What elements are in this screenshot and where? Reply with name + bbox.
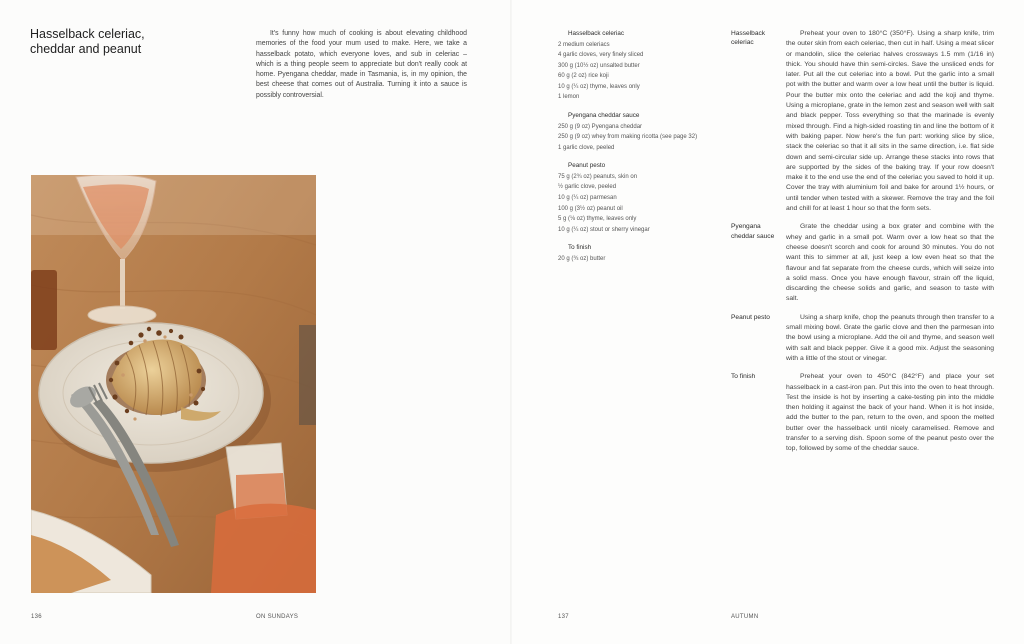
ingredient-section-heading: Peanut pesto (568, 162, 606, 170)
page-number-right: 137 (558, 614, 569, 620)
ingredient-list (558, 122, 708, 154)
ingredients-column (558, 29, 708, 273)
recipe-photo (31, 175, 316, 593)
ingredient-list (558, 254, 708, 265)
ingredient-item: 75 g (2¾ oz) peanuts, skin on (558, 173, 638, 180)
method-step-label: Pyengana cheddar sauce (731, 223, 775, 240)
method-step (731, 372, 994, 454)
recipe-intro: It's funny how much of cooking is about elevating childhood memories of the food your mum used to make. Here, we take a hasselback potato, which everyone loves, and sub in celeriac – which is a thing people seem to appreciate but don't really cook at home. Pyengana cheddar, made in Tasmania, is, in my opinion, the best cheese that comes out of Australia. Turning it into a sauce is possibly controversial. (256, 30, 467, 99)
ingredient-section (558, 29, 708, 103)
ingredient-item: 250 g (9 oz) whey from making ricotta (see page 32) (558, 134, 698, 141)
method-step (731, 29, 994, 214)
ingredient-section (558, 111, 708, 153)
page-number-left: 136 (31, 614, 42, 620)
recipe-photo-illustration (31, 175, 316, 593)
ingredient-section-heading: Hasselback celeriac (568, 30, 624, 37)
ingredient-section-heading: To finish (568, 244, 592, 252)
ingredient-item: 5 g (⅛ oz) thyme, leaves only (558, 216, 637, 223)
ingredient-item: 10 g (¼ oz) stout or sherry vinegar (558, 226, 650, 233)
ingredient-section (558, 161, 708, 235)
ingredient-item: ½ garlic clove, peeled (558, 184, 617, 191)
method-step-text: Using a sharp knife, chop the peanuts through then transfer to a small mixing bowl. Grate the garlic clove and then the parmesan into the bowl using a microplane. Add the oil and thyme, and season well with salt and black pepper. Give it a good mix. Adjust the seasoning with a little of the stout or vinegar. (786, 313, 994, 362)
method-step (731, 222, 994, 304)
ingredient-item: 60 g (2 oz) rice koji (558, 73, 609, 80)
ingredient-list (558, 40, 708, 104)
ingredient-section-heading: Pyengana cheddar sauce (568, 112, 640, 120)
running-head-left: ON SUNDAYS (256, 614, 299, 620)
ingredient-list (558, 172, 708, 236)
method-step-label: To finish (731, 373, 756, 381)
ingredient-item: 250 g (9 oz) Pyengana cheddar (558, 123, 643, 130)
ingredient-item: 4 garlic cloves, very finely sliced (558, 52, 644, 59)
method-step-text: Preheat your oven to 180°C (350°F). Using a sharp knife, trim the outer skin from each celeriac, then cut in half. Using a meat slicer or mandolin, slice the celeriac halves crossways 1.5 mm (1/16 in) thick. You should have thin semi-circles. Save the unsliced ends for later. Put all the cut celeriac into a bowl. Put the garlic into a small pot with the butter and warm over a low heat until the butter is liquid. Pour the butter mix onto the celeriac and add the koji and thyme. Using a microplane, grate in the lemon zest and season well with salt and black pepper. Toss everything so that the marinade is evenly mixed through. Find a high-sided roasting tin and line the bottom of it with baking paper. Now here's the fun part: working slice by slice, stack the celeriac so that it all sits in the same direction, i.e. flat side down and semi-circular side up. Arrange these stacks into rows that are supported by the sides of the baking tray. If your row doesn't make it to the end use the end of the celeriac you saved to hold it up. Cover the tray with aluminium foil and bake for around 1½ hours, or until tender when tested with a skewer. Remove the tray and the foil and chill for at least 1 hour so that the form sets. (786, 30, 994, 213)
ingredient-item: 20 g (¾ oz) butter (558, 255, 606, 262)
ingredient-section (558, 243, 708, 264)
running-head-right: AUTUMN (731, 614, 759, 620)
method-step-label: Hasselback celeriac (731, 30, 766, 47)
ingredient-item: 10 g (¼ oz) parmesan (558, 195, 617, 202)
ingredient-item: 1 garlic clove, peeled (558, 144, 615, 151)
method-step (731, 313, 994, 364)
ingredient-item: 1 lemon (558, 94, 580, 101)
ingredient-item: 100 g (3½ oz) peanut oil (558, 205, 623, 212)
method-step-text: Preheat your oven to 450°C (842°F) and place your set hasselback in a cast-iron pan. Put this into the oven to heat through. Test the inside is hot by inserting a cake-testing pin into the middle then holding it against the back of your hand. When it is hot inside, add the butter to the pan, return to the oven, and spoon the melted butter over the hasselback until nicely caramelised. Remove and transfer to a serving dish. Spoon some of the peanut pesto over the top, followed by some of the cheddar sauce. (786, 373, 994, 453)
method-step-text: Grate the cheddar using a box grater and combine with the whey and garlic in a small pot. Warm over a low heat so that the cheese doesn't scorch and cook for around 30 minutes. You do not want this to simmer at all, just keep a low even heat so that the flavour and fat separate from the cheese curds, which will seize into a solid mass. Once you have enough flavour, strain off the liquid, discarding the cheese solids and garlic, and season to taste with salt. (786, 223, 994, 303)
method-column (731, 29, 994, 463)
method-step-label: Peanut pesto (731, 313, 770, 321)
ingredient-item: 2 medium celeriacs (558, 41, 610, 48)
ingredient-item: 10 g (¼ oz) thyme, leaves only (558, 83, 640, 90)
recipe-title: Hasselback celeriac, cheddar and peanut (30, 27, 145, 56)
ingredient-item: 300 g (10½ oz) unsalted butter (558, 62, 640, 69)
